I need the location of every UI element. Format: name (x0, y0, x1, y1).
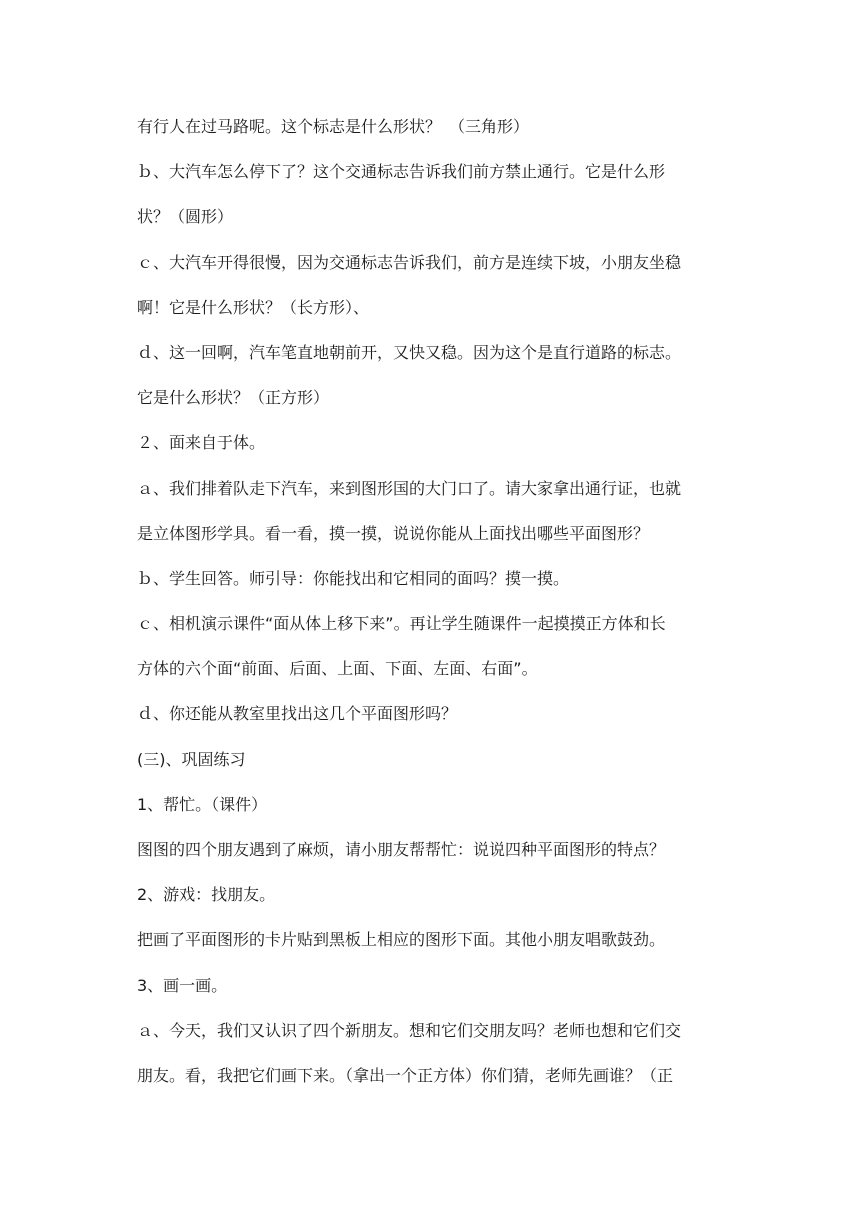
text-line: 有行人在过马路呢。这个标志是什么形状？ （三角形） (137, 117, 530, 136)
text-line: ａ、今天，我们又认识了四个新朋友。想和它们交朋友吗？老师也想和它们交 (137, 1020, 682, 1040)
text-line: ｄ、这一回啊，汽车笔直地朝前开，又快又稳。因为这个是直行道路的标志。 (137, 342, 682, 362)
text-line: ２、面来自于体。 (137, 433, 266, 453)
text-line: ｂ、学生回答。师引导：你能找出和它相同的面吗？摸一摸。 (137, 568, 570, 588)
section-heading: (三)、巩固练习 (137, 749, 246, 769)
text-line: ｃ、相机演示课件“面从体上移下来”。再让学生随课件一起摸摸正方体和长 (137, 614, 666, 634)
text-line: 2、游戏：找朋友。 (137, 885, 276, 905)
text-line: 把画了平面图形的卡片贴到黑板上相应的图形下面。其他小朋友唱歌鼓劲。 (137, 930, 666, 950)
text-line: ｄ、你还能从教室里找出这几个平面图形吗？ (137, 704, 458, 724)
text-line: ａ、我们排着队走下汽车，来到图形国的大门口了。请大家拿出通行证，也就 (137, 478, 682, 498)
text-line: ｃ、大汽车开得很慢，因为交通标志告诉我们，前方是连续下坡，小朋友坐稳 (137, 252, 682, 272)
text-line: 方体的六个面“前面、后面、上面、下面、左面、右面”。 (137, 659, 538, 679)
text-line: 状？（圆形） (137, 207, 234, 227)
text-line: 它是什么形状？（正方形） (137, 388, 330, 408)
text-line: 图图的四个朋友遇到了麻烦，请小朋友帮帮忙：说说四种平面图形的特点？ (137, 840, 666, 859)
text-line: ｂ、大汽车怎么停下了？这个交通标志告诉我们前方禁止通行。它是什么形 (137, 162, 666, 182)
text-line: 朋友。看，我把它们画下来。（拿出一个正方体）你们猜，老师先画谁？（正 (137, 1065, 674, 1085)
text-line: 3、画一画。 (137, 975, 228, 995)
document-body (137, 112, 737, 1106)
text-line: 啊！它是什么形状？（长方形）、 (137, 297, 370, 317)
text-line: 是立体图形学具。看一看，摸一摸，说说你能从上面找出哪些平面图形？ (137, 523, 650, 543)
text-line: 1、帮忙。（课件） (137, 794, 268, 814)
